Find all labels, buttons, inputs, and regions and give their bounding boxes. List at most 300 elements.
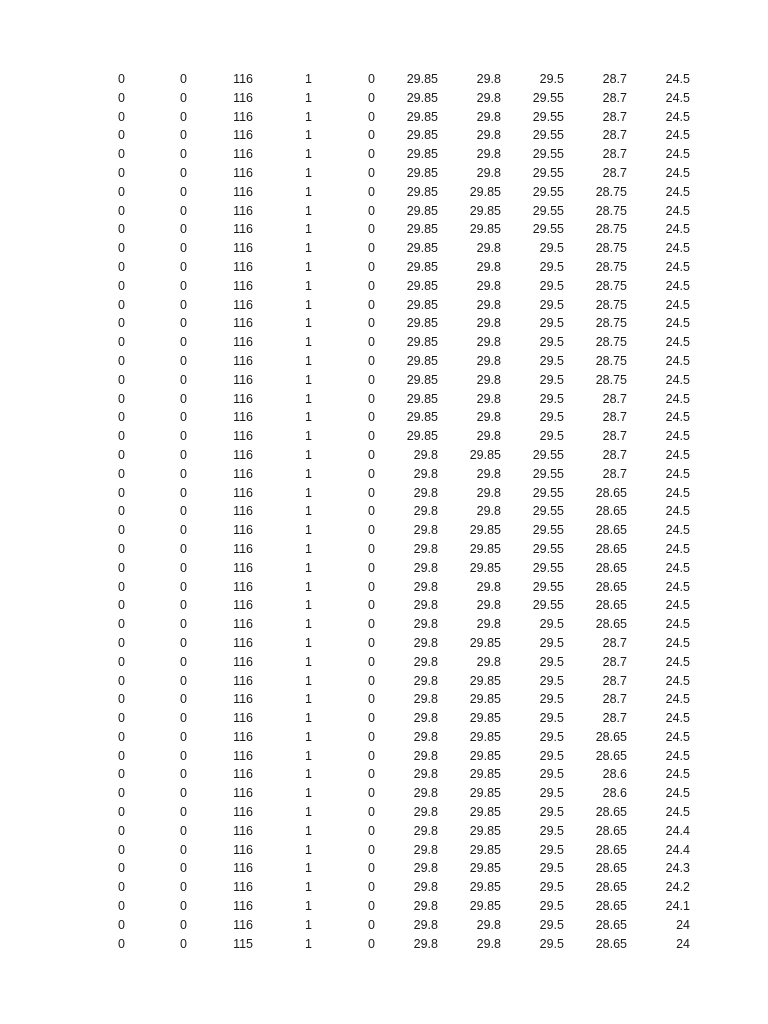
table-cell: 29.85 bbox=[469, 880, 501, 895]
table-row bbox=[95, 878, 690, 897]
table-cell: 29.8 bbox=[413, 504, 438, 519]
table-cell: 1 bbox=[305, 203, 312, 218]
table-cell: 0 bbox=[180, 466, 187, 481]
table-cell: 29.85 bbox=[406, 165, 438, 180]
table-cell: 29.55 bbox=[532, 109, 564, 124]
table-cell: 29.5 bbox=[539, 335, 564, 350]
table-cell: 116 bbox=[233, 729, 253, 744]
table-cell: 24.5 bbox=[665, 109, 690, 124]
table-cell: 0 bbox=[180, 673, 187, 688]
table-cell: 1 bbox=[305, 842, 312, 857]
table-cell: 24.5 bbox=[665, 635, 690, 650]
table-cell: 29.8 bbox=[476, 72, 501, 86]
table-cell: 29.8 bbox=[476, 335, 501, 350]
table-cell: 29.85 bbox=[406, 72, 438, 86]
table-cell: 28.7 bbox=[602, 635, 627, 650]
table-cell: 29.85 bbox=[406, 90, 438, 105]
table-cell: 28.65 bbox=[595, 485, 627, 500]
table-cell: 24.5 bbox=[665, 128, 690, 143]
table-cell: 24.5 bbox=[665, 541, 690, 556]
table-cell: 28.75 bbox=[595, 184, 627, 199]
table-cell: 28.65 bbox=[595, 899, 627, 914]
table-cell: 0 bbox=[368, 767, 375, 782]
table-cell: 29.8 bbox=[476, 579, 501, 594]
table-row bbox=[95, 446, 690, 465]
table-cell: 0 bbox=[368, 635, 375, 650]
table-row bbox=[95, 108, 690, 127]
table-cell: 1 bbox=[305, 917, 312, 932]
table-cell: 1 bbox=[305, 767, 312, 782]
table-cell: 116 bbox=[233, 391, 253, 406]
table-cell: 24.5 bbox=[665, 711, 690, 726]
table-cell: 0 bbox=[180, 109, 187, 124]
table-cell: 29.8 bbox=[476, 372, 501, 387]
table-row bbox=[95, 540, 690, 559]
table-cell: 116 bbox=[233, 711, 253, 726]
table-cell: 24.5 bbox=[665, 90, 690, 105]
table-row bbox=[95, 352, 690, 371]
table-cell: 1 bbox=[305, 899, 312, 914]
table-cell: 29.85 bbox=[406, 222, 438, 237]
table-cell: 116 bbox=[233, 654, 253, 669]
table-cell: 0 bbox=[368, 880, 375, 895]
table-cell: 29.5 bbox=[539, 297, 564, 312]
table-row bbox=[95, 427, 690, 446]
table-cell: 116 bbox=[233, 447, 253, 462]
table-cell: 28.65 bbox=[595, 917, 627, 932]
table-cell: 116 bbox=[233, 673, 253, 688]
table-cell: 29.5 bbox=[539, 748, 564, 763]
table-cell: 1 bbox=[305, 748, 312, 763]
table-cell: 24.5 bbox=[665, 598, 690, 613]
table-row bbox=[95, 747, 690, 766]
table-cell: 29.85 bbox=[406, 335, 438, 350]
table-cell: 29.85 bbox=[406, 109, 438, 124]
table-cell: 24.5 bbox=[665, 241, 690, 256]
table-cell: 24.4 bbox=[665, 823, 690, 838]
table-cell: 1 bbox=[305, 635, 312, 650]
table-cell: 29.85 bbox=[469, 805, 501, 820]
table-cell: 29.85 bbox=[469, 711, 501, 726]
table-cell: 1 bbox=[305, 485, 312, 500]
table-cell: 0 bbox=[118, 429, 125, 444]
table-cell: 0 bbox=[118, 297, 125, 312]
table-cell: 29.8 bbox=[413, 541, 438, 556]
table-cell: 29.8 bbox=[413, 579, 438, 594]
table-cell: 0 bbox=[118, 560, 125, 575]
table-cell: 116 bbox=[233, 504, 253, 519]
table-cell: 0 bbox=[118, 635, 125, 650]
table-cell: 29.5 bbox=[539, 729, 564, 744]
table-cell: 29.8 bbox=[476, 259, 501, 274]
table-cell: 29.85 bbox=[469, 447, 501, 462]
table-cell: 0 bbox=[180, 786, 187, 801]
table-cell: 29.85 bbox=[469, 635, 501, 650]
table-cell: 0 bbox=[180, 805, 187, 820]
table-cell: 0 bbox=[368, 936, 375, 951]
table-cell: 24.5 bbox=[665, 504, 690, 519]
table-cell: 24.5 bbox=[665, 617, 690, 632]
table-cell: 0 bbox=[180, 335, 187, 350]
table-cell: 0 bbox=[118, 316, 125, 331]
table-cell: 0 bbox=[180, 184, 187, 199]
table-cell: 0 bbox=[180, 278, 187, 293]
table-row bbox=[95, 390, 690, 409]
table-cell: 0 bbox=[118, 767, 125, 782]
table-row bbox=[95, 897, 690, 916]
table-cell: 29.5 bbox=[539, 711, 564, 726]
table-cell: 0 bbox=[180, 880, 187, 895]
table-row bbox=[95, 164, 690, 183]
table-cell: 24.5 bbox=[665, 729, 690, 744]
table-cell: 29.55 bbox=[532, 466, 564, 481]
table-cell: 0 bbox=[118, 372, 125, 387]
table-cell: 28.75 bbox=[595, 222, 627, 237]
table-cell: 29.8 bbox=[413, 617, 438, 632]
table-cell: 0 bbox=[180, 560, 187, 575]
table-row bbox=[95, 859, 690, 878]
table-cell: 0 bbox=[368, 617, 375, 632]
table-cell: 29.8 bbox=[476, 353, 501, 368]
table-cell: 29.55 bbox=[532, 598, 564, 613]
table-cell: 0 bbox=[118, 861, 125, 876]
table-cell: 1 bbox=[305, 109, 312, 124]
table-cell: 29.8 bbox=[413, 805, 438, 820]
table-row bbox=[95, 690, 690, 709]
table-cell: 29.8 bbox=[476, 241, 501, 256]
table-cell: 116 bbox=[233, 353, 253, 368]
table-cell: 0 bbox=[118, 617, 125, 632]
table-cell: 1 bbox=[305, 353, 312, 368]
table-cell: 0 bbox=[180, 203, 187, 218]
table-cell: 0 bbox=[368, 184, 375, 199]
table-cell: 1 bbox=[305, 692, 312, 707]
table-cell: 0 bbox=[368, 786, 375, 801]
table-cell: 29.55 bbox=[532, 560, 564, 575]
table-cell: 116 bbox=[233, 861, 253, 876]
table-cell: 24.5 bbox=[665, 767, 690, 782]
table-cell: 28.65 bbox=[595, 861, 627, 876]
table-cell: 0 bbox=[368, 917, 375, 932]
table-cell: 116 bbox=[233, 598, 253, 613]
table-cell: 116 bbox=[233, 917, 253, 932]
table-cell: 28.7 bbox=[602, 410, 627, 425]
table-cell: 116 bbox=[233, 335, 253, 350]
table-cell: 1 bbox=[305, 447, 312, 462]
table-cell: 29.85 bbox=[406, 391, 438, 406]
table-cell: 24.5 bbox=[665, 429, 690, 444]
table-cell: 24.5 bbox=[665, 184, 690, 199]
table-cell: 0 bbox=[118, 729, 125, 744]
table-cell: 24.5 bbox=[665, 786, 690, 801]
table-cell: 28.7 bbox=[602, 72, 627, 86]
table-cell: 29.85 bbox=[406, 297, 438, 312]
table-cell: 29.5 bbox=[539, 936, 564, 951]
table-cell: 116 bbox=[233, 617, 253, 632]
table-cell: 1 bbox=[305, 560, 312, 575]
table-cell: 29.85 bbox=[406, 429, 438, 444]
table-cell: 29.5 bbox=[539, 880, 564, 895]
table-cell: 24.5 bbox=[665, 391, 690, 406]
table-cell: 0 bbox=[180, 729, 187, 744]
table-cell: 29.5 bbox=[539, 372, 564, 387]
table-cell: 29.8 bbox=[476, 109, 501, 124]
table-cell: 29.85 bbox=[406, 278, 438, 293]
table-cell: 0 bbox=[368, 842, 375, 857]
table-cell: 29.55 bbox=[532, 184, 564, 199]
table-cell: 24.5 bbox=[665, 165, 690, 180]
table-cell: 1 bbox=[305, 259, 312, 274]
table-body bbox=[95, 70, 690, 953]
table-cell: 0 bbox=[368, 128, 375, 143]
table-cell: 29.55 bbox=[532, 165, 564, 180]
table-cell: 0 bbox=[118, 654, 125, 669]
table-cell: 0 bbox=[118, 786, 125, 801]
table-cell: 28.7 bbox=[602, 429, 627, 444]
table-cell: 116 bbox=[233, 429, 253, 444]
table-cell: 0 bbox=[180, 842, 187, 857]
table-cell: 0 bbox=[368, 72, 375, 86]
table-cell: 29.8 bbox=[476, 278, 501, 293]
table-cell: 0 bbox=[118, 598, 125, 613]
table-cell: 29.85 bbox=[469, 899, 501, 914]
table-cell: 24.5 bbox=[665, 466, 690, 481]
table-cell: 0 bbox=[180, 823, 187, 838]
table-cell: 0 bbox=[368, 90, 375, 105]
table-cell: 0 bbox=[118, 673, 125, 688]
table-cell: 29.5 bbox=[539, 316, 564, 331]
table-cell: 1 bbox=[305, 936, 312, 951]
table-cell: 0 bbox=[118, 917, 125, 932]
table-cell: 29.8 bbox=[413, 560, 438, 575]
table-cell: 116 bbox=[233, 128, 253, 143]
table-cell: 28.65 bbox=[595, 805, 627, 820]
table-cell: 1 bbox=[305, 335, 312, 350]
table-cell: 0 bbox=[368, 429, 375, 444]
table-cell: 1 bbox=[305, 466, 312, 481]
table-cell: 0 bbox=[180, 316, 187, 331]
table-cell: 29.85 bbox=[469, 729, 501, 744]
table-row bbox=[95, 521, 690, 540]
table-cell: 0 bbox=[368, 485, 375, 500]
table-cell: 1 bbox=[305, 729, 312, 744]
table-cell: 29.5 bbox=[539, 259, 564, 274]
table-cell: 0 bbox=[368, 410, 375, 425]
table-cell: 1 bbox=[305, 391, 312, 406]
table-cell: 29.8 bbox=[413, 823, 438, 838]
table-cell: 29.85 bbox=[406, 128, 438, 143]
table-cell: 0 bbox=[118, 842, 125, 857]
table-cell: 24.5 bbox=[665, 278, 690, 293]
table-cell: 0 bbox=[180, 90, 187, 105]
table-cell: 0 bbox=[118, 899, 125, 914]
table-row bbox=[95, 202, 690, 221]
table-cell: 24.5 bbox=[665, 673, 690, 688]
table-cell: 29.5 bbox=[539, 786, 564, 801]
table-cell: 116 bbox=[233, 805, 253, 820]
table-row bbox=[95, 615, 690, 634]
table-cell: 29.85 bbox=[406, 316, 438, 331]
table-cell: 29.8 bbox=[476, 90, 501, 105]
table-cell: 29.85 bbox=[469, 184, 501, 199]
table-cell: 29.8 bbox=[413, 523, 438, 538]
table-cell: 24.5 bbox=[665, 353, 690, 368]
table-row bbox=[95, 728, 690, 747]
table-cell: 29.85 bbox=[469, 767, 501, 782]
table-cell: 24.5 bbox=[665, 485, 690, 500]
table-cell: 29.8 bbox=[476, 391, 501, 406]
table-row bbox=[95, 502, 690, 521]
table-cell: 29.55 bbox=[532, 128, 564, 143]
table-cell: 24.5 bbox=[665, 72, 690, 86]
table-cell: 116 bbox=[233, 372, 253, 387]
table-cell: 28.7 bbox=[602, 109, 627, 124]
table-cell: 29.8 bbox=[413, 692, 438, 707]
table-cell: 28.75 bbox=[595, 353, 627, 368]
table-cell: 116 bbox=[233, 466, 253, 481]
table-cell: 24 bbox=[676, 936, 690, 951]
table-cell: 29.8 bbox=[476, 654, 501, 669]
table-cell: 0 bbox=[368, 335, 375, 350]
table-cell: 29.85 bbox=[469, 823, 501, 838]
table-cell: 1 bbox=[305, 711, 312, 726]
table-cell: 0 bbox=[368, 241, 375, 256]
table-cell: 29.85 bbox=[469, 861, 501, 876]
table-cell: 28.65 bbox=[595, 823, 627, 838]
table-cell: 1 bbox=[305, 617, 312, 632]
table-cell: 29.55 bbox=[532, 541, 564, 556]
table-cell: 29.85 bbox=[406, 353, 438, 368]
table-cell: 24.5 bbox=[665, 805, 690, 820]
table-cell: 0 bbox=[180, 429, 187, 444]
table-cell: 28.6 bbox=[602, 767, 627, 782]
table-cell: 0 bbox=[368, 147, 375, 162]
table-cell: 1 bbox=[305, 823, 312, 838]
table-cell: 116 bbox=[233, 485, 253, 500]
table-cell: 116 bbox=[233, 523, 253, 538]
table-cell: 29.8 bbox=[476, 297, 501, 312]
table-cell: 29.8 bbox=[413, 447, 438, 462]
table-cell: 116 bbox=[233, 316, 253, 331]
table-cell: 116 bbox=[233, 203, 253, 218]
table-row bbox=[95, 70, 690, 89]
table-row bbox=[95, 803, 690, 822]
table-cell: 0 bbox=[118, 541, 125, 556]
table-cell: 0 bbox=[368, 447, 375, 462]
table-row bbox=[95, 916, 690, 935]
table-cell: 1 bbox=[305, 541, 312, 556]
table-cell: 29.5 bbox=[539, 805, 564, 820]
table-cell: 29.5 bbox=[539, 917, 564, 932]
table-cell: 29.85 bbox=[469, 541, 501, 556]
table-cell: 29.5 bbox=[539, 617, 564, 632]
table-cell: 0 bbox=[118, 748, 125, 763]
table-cell: 0 bbox=[180, 504, 187, 519]
table-cell: 0 bbox=[180, 899, 187, 914]
table-row bbox=[95, 277, 690, 296]
table-row bbox=[95, 634, 690, 653]
table-cell: 116 bbox=[233, 147, 253, 162]
table-cell: 0 bbox=[180, 447, 187, 462]
table-cell: 29.5 bbox=[539, 673, 564, 688]
table-cell: 116 bbox=[233, 259, 253, 274]
table-cell: 24.5 bbox=[665, 654, 690, 669]
table-cell: 28.7 bbox=[602, 165, 627, 180]
table-cell: 24.5 bbox=[665, 410, 690, 425]
table-cell: 0 bbox=[118, 72, 125, 86]
table-cell: 28.65 bbox=[595, 504, 627, 519]
table-row bbox=[95, 239, 690, 258]
table-cell: 29.55 bbox=[532, 147, 564, 162]
table-cell: 0 bbox=[118, 466, 125, 481]
table-cell: 0 bbox=[180, 654, 187, 669]
table-cell: 29.8 bbox=[413, 466, 438, 481]
table-cell: 29.8 bbox=[413, 654, 438, 669]
table-cell: 1 bbox=[305, 372, 312, 387]
table-cell: 0 bbox=[180, 936, 187, 951]
table-cell: 29.5 bbox=[539, 823, 564, 838]
table-cell: 29.8 bbox=[476, 165, 501, 180]
table-row bbox=[95, 183, 690, 202]
table-cell: 28.6 bbox=[602, 786, 627, 801]
table-cell: 116 bbox=[233, 410, 253, 425]
table-cell: 0 bbox=[368, 673, 375, 688]
table-cell: 28.75 bbox=[595, 316, 627, 331]
table-cell: 29.8 bbox=[476, 128, 501, 143]
table-cell: 24.5 bbox=[665, 203, 690, 218]
table-cell: 29.5 bbox=[539, 278, 564, 293]
table-cell: 29.5 bbox=[539, 72, 564, 86]
table-cell: 0 bbox=[180, 692, 187, 707]
table-cell: 0 bbox=[368, 278, 375, 293]
table-cell: 29.8 bbox=[476, 504, 501, 519]
table-cell: 24.5 bbox=[665, 147, 690, 162]
table-cell: 0 bbox=[118, 128, 125, 143]
table-cell: 1 bbox=[305, 504, 312, 519]
table-cell: 24.1 bbox=[665, 899, 690, 914]
table-cell: 116 bbox=[233, 767, 253, 782]
table-cell: 0 bbox=[118, 147, 125, 162]
table-cell: 29.5 bbox=[539, 241, 564, 256]
table-cell: 28.65 bbox=[595, 523, 627, 538]
table-cell: 24.5 bbox=[665, 523, 690, 538]
table-cell: 24.5 bbox=[665, 579, 690, 594]
table-cell: 0 bbox=[180, 579, 187, 594]
table-cell: 116 bbox=[233, 90, 253, 105]
table-cell: 0 bbox=[368, 222, 375, 237]
table-cell: 29.85 bbox=[406, 410, 438, 425]
table-row bbox=[95, 653, 690, 672]
table-cell: 29.55 bbox=[532, 523, 564, 538]
table-cell: 28.7 bbox=[602, 90, 627, 105]
table-cell: 1 bbox=[305, 598, 312, 613]
table-cell: 29.5 bbox=[539, 899, 564, 914]
table-cell: 0 bbox=[118, 165, 125, 180]
table-cell: 29.8 bbox=[476, 917, 501, 932]
table-row bbox=[95, 333, 690, 352]
table-cell: 0 bbox=[118, 880, 125, 895]
table-cell: 24.5 bbox=[665, 692, 690, 707]
table-cell: 29.85 bbox=[406, 259, 438, 274]
table-cell: 116 bbox=[233, 579, 253, 594]
table-cell: 28.65 bbox=[595, 880, 627, 895]
table-cell: 0 bbox=[180, 711, 187, 726]
table-cell: 29.5 bbox=[539, 635, 564, 650]
table-cell: 0 bbox=[368, 372, 375, 387]
table-cell: 29.55 bbox=[532, 504, 564, 519]
table-cell: 24.5 bbox=[665, 748, 690, 763]
table-row bbox=[95, 465, 690, 484]
